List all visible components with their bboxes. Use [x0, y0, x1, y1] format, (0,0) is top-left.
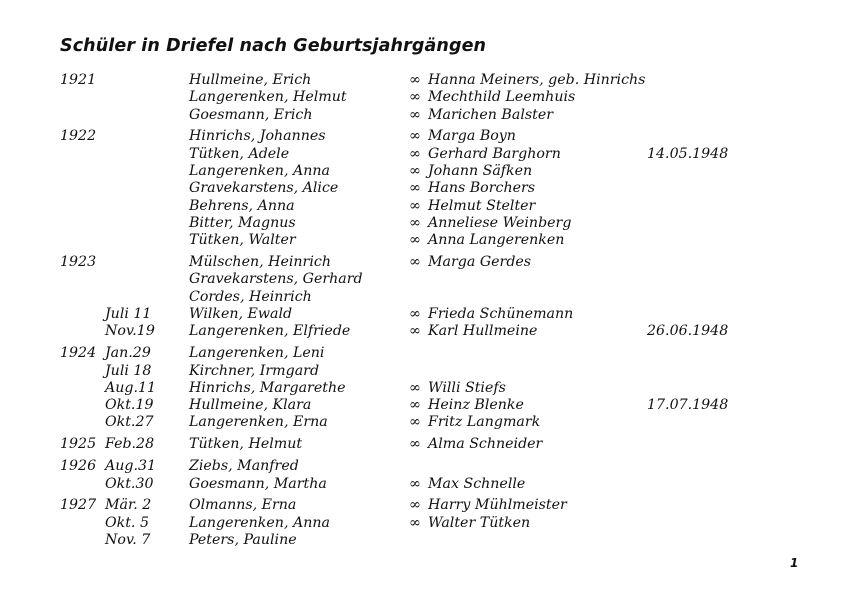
list-row: [0, 72, 856, 89]
student-name: Langerenken, Leni: [189, 345, 325, 362]
marriage-icon: ∞: [409, 72, 421, 88]
list-row: [0, 497, 856, 514]
student-name: Langerenken, Erna: [189, 414, 328, 431]
spouse-name: Walter Tütken: [428, 514, 531, 531]
spouse-name: Helmut Stelter: [428, 197, 536, 214]
student-name: Goesmann, Martha: [189, 475, 327, 492]
list-row: [0, 271, 856, 288]
student-name: Langerenken, Elfriede: [189, 323, 351, 340]
list-row: [0, 163, 856, 180]
list-row: [0, 363, 856, 380]
birth-year: 1921: [60, 72, 97, 88]
marriage-icon: ∞: [409, 306, 421, 323]
birth-date: Feb.28: [105, 436, 155, 453]
student-name: Hullmeine, Erich: [189, 72, 312, 88]
list-row: [0, 515, 856, 532]
spouse-name: Marga Gerdes: [428, 254, 532, 271]
student-name: Ziebs, Manfred: [189, 458, 299, 475]
student-name: Olmanns, Erna: [189, 497, 297, 514]
spouse-name: Harry Mühlmeister: [428, 497, 567, 514]
marriage-icon: ∞: [409, 89, 421, 106]
page-number: 1: [790, 556, 799, 570]
list-row: [0, 254, 856, 271]
student-name: Wilken, Ewald: [189, 306, 293, 323]
wedding-date: 17.07.1948: [647, 397, 729, 414]
spouse-name: Hanna Meiners, geb. Hinrichs: [428, 72, 646, 88]
birth-year: 1927: [60, 497, 97, 514]
marriage-icon: ∞: [409, 197, 421, 214]
marriage-icon: ∞: [409, 475, 421, 492]
list-row: [0, 323, 856, 340]
spouse-name: Frieda Schünemann: [428, 306, 574, 323]
marriage-icon: ∞: [409, 397, 421, 414]
birth-date: Mär. 2: [105, 497, 152, 514]
birth-year: 1926: [60, 458, 97, 475]
spouse-name: Johann Säfken: [428, 163, 533, 180]
marriage-icon: ∞: [409, 414, 421, 431]
list-row: [0, 289, 856, 306]
wedding-date: 14.05.1948: [647, 145, 729, 162]
birth-date: Nov.19: [105, 323, 155, 340]
birth-date: Okt.30: [105, 475, 154, 492]
spouse-name: Marga Boyn: [428, 128, 516, 145]
spouse-name: Anneliese Weinberg: [428, 214, 572, 231]
spouse-name: Mechthild Leemhuis: [428, 89, 576, 106]
marriage-icon: ∞: [409, 106, 421, 123]
student-name: Bitter, Magnus: [189, 214, 296, 231]
marriage-icon: ∞: [409, 323, 421, 340]
birth-year: 1924: [60, 345, 97, 362]
list-row: [0, 128, 856, 145]
list-row: [0, 180, 856, 197]
student-name: Goesmann, Erich: [189, 106, 313, 123]
list-row: [0, 232, 856, 249]
marriage-icon: ∞: [409, 145, 421, 162]
student-name: Hinrichs, Margarethe: [189, 379, 346, 396]
birth-date: Jan.29: [105, 345, 151, 362]
list-row: [0, 436, 856, 453]
list-row: [0, 476, 856, 493]
wedding-date: 26.06.1948: [647, 323, 729, 340]
student-name: Cordes, Heinrich: [189, 288, 312, 305]
list-row: [0, 89, 856, 106]
birth-year: 1923: [60, 254, 97, 271]
birth-date: Okt.27: [105, 414, 154, 431]
spouse-name: Max Schnelle: [428, 475, 526, 492]
student-name: Kirchner, Irmgard: [189, 362, 320, 379]
student-name: Hinrichs, Johannes: [189, 128, 326, 145]
list-row: [0, 198, 856, 215]
list-row: [0, 397, 856, 414]
page-title: Schüler in Driefel nach Geburtsjahrgängen: [60, 36, 487, 56]
marriage-icon: ∞: [409, 379, 421, 396]
spouse-name: Anna Langerenken: [428, 232, 565, 249]
marriage-icon: ∞: [409, 163, 421, 180]
spouse-name: Heinz Blenke: [428, 397, 524, 414]
marriage-icon: ∞: [409, 254, 421, 271]
birth-year: 1925: [60, 436, 97, 453]
list-row: [0, 458, 856, 475]
birth-date: Nov. 7: [105, 531, 151, 548]
marriage-icon: ∞: [409, 214, 421, 231]
marriage-icon: ∞: [409, 497, 421, 514]
list-row: [0, 306, 856, 323]
birth-date: Okt.19: [105, 397, 154, 414]
student-name: Langerenken, Helmut: [189, 89, 347, 106]
spouse-name: Hans Borchers: [428, 180, 536, 197]
marriage-icon: ∞: [409, 232, 421, 249]
student-name: Tütken, Adele: [189, 145, 290, 162]
marriage-icon: ∞: [409, 180, 421, 197]
student-name: Langerenken, Anna: [189, 514, 330, 531]
student-name: Peters, Pauline: [189, 531, 297, 548]
birth-date: Aug.11: [105, 379, 157, 396]
spouse-name: Gerhard Barghorn: [428, 145, 561, 162]
birth-date: Aug.31: [105, 458, 157, 475]
birth-date: Okt. 5: [105, 514, 149, 531]
spouse-name: Karl Hullmeine: [428, 323, 538, 340]
marriage-icon: ∞: [409, 514, 421, 531]
student-name: Mülschen, Heinrich: [189, 254, 331, 271]
student-name: Hullmeine, Klara: [189, 397, 312, 414]
student-name: Langerenken, Anna: [189, 163, 330, 180]
marriage-icon: ∞: [409, 128, 421, 145]
spouse-name: Willi Stiefs: [428, 379, 506, 396]
spouse-name: Alma Schneider: [428, 436, 543, 453]
student-list: [0, 72, 856, 549]
list-row: [0, 380, 856, 397]
list-row: [0, 414, 856, 431]
list-row: [0, 345, 856, 362]
spouse-name: Fritz Langmark: [428, 414, 541, 431]
list-row: [0, 215, 856, 232]
student-name: Gravekarstens, Gerhard: [189, 271, 363, 288]
birth-date: Juli 18: [105, 362, 152, 379]
birth-date: Juli 11: [105, 306, 152, 323]
birth-year: 1922: [60, 128, 97, 145]
list-row: [0, 107, 856, 124]
list-row: [0, 532, 856, 549]
student-name: Tütken, Walter: [189, 232, 296, 249]
student-name: Gravekarstens, Alice: [189, 180, 339, 197]
student-name: Behrens, Anna: [189, 197, 295, 214]
spouse-name: Marichen Balster: [428, 106, 554, 123]
marriage-icon: ∞: [409, 436, 421, 453]
student-name: Tütken, Helmut: [189, 436, 303, 453]
list-row: [0, 146, 856, 163]
